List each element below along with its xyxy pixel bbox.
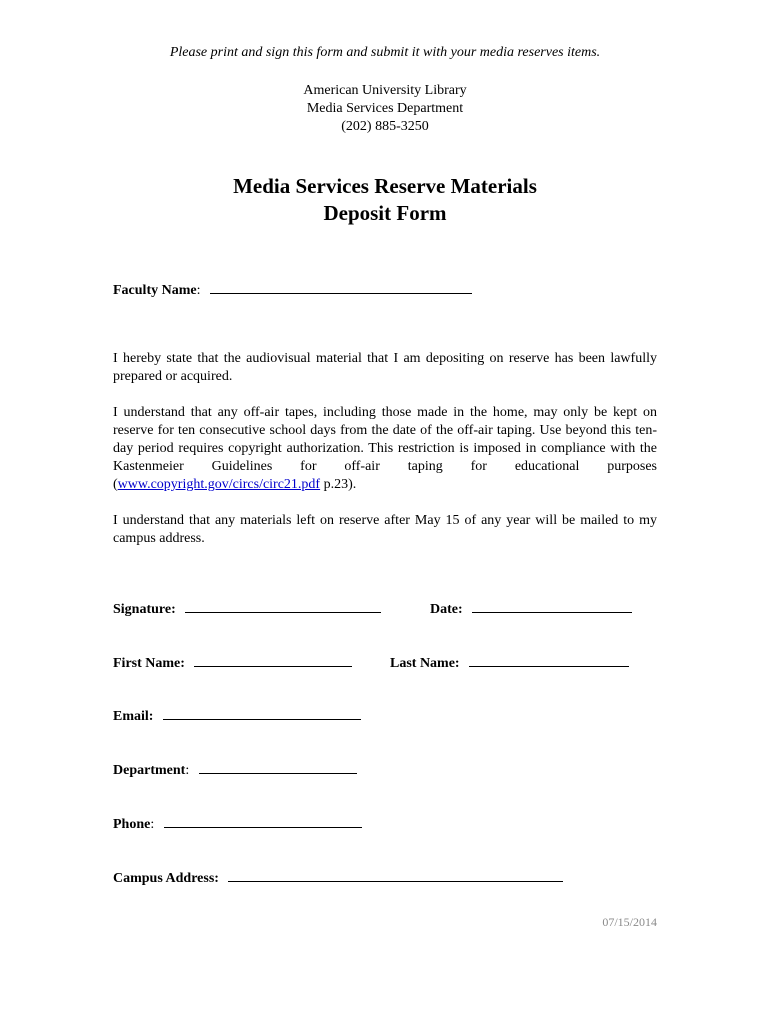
revision-date: 07/15/2014 xyxy=(602,915,657,929)
paragraph-off-air-end: p.23). xyxy=(320,477,357,492)
email-line[interactable] xyxy=(163,707,361,720)
department-field xyxy=(113,761,357,779)
form-title-line1: Media Services Reserve Materials xyxy=(233,174,537,198)
paragraph-lawful: I hereby state that the audiovisual material that I am depositing on reserve has been lawfully prepared or acquired. xyxy=(113,351,657,384)
first-name-field xyxy=(113,654,352,672)
instruction-text: Please print and sign this form and submit it with your media reserves items. xyxy=(169,45,601,60)
paragraph-off-air-text: I understand that any off-air tapes, including those made in the home, may only be kept on reserve for ten consecutive school days from the date of the off-air taping. Use beyond this ten-day period requires copyright authorization. This restriction is imposed in compliance with the Kastenmeier Guidelines for off-air taping for educational purposes ( xyxy=(113,405,657,492)
org-department: Media Services Department xyxy=(306,101,464,116)
department-colon: : xyxy=(185,763,190,778)
email-field xyxy=(113,707,361,725)
signature-label: Signature: xyxy=(113,602,176,617)
first-name-line[interactable] xyxy=(194,654,352,667)
date-line[interactable] xyxy=(472,600,632,613)
phone-line[interactable] xyxy=(164,815,362,828)
last-name-line[interactable] xyxy=(469,654,629,667)
first-name-label: First Name: xyxy=(113,656,185,671)
phone-field xyxy=(113,815,362,833)
form-title-line2: Deposit Form xyxy=(323,201,447,225)
form-title xyxy=(0,173,770,227)
last-name-field xyxy=(390,654,629,672)
paragraph-off-air xyxy=(113,404,657,494)
department-line[interactable] xyxy=(199,761,357,774)
faculty-name-field xyxy=(113,281,472,299)
signature-line[interactable] xyxy=(185,600,381,613)
campus-address-line[interactable] xyxy=(228,869,563,882)
faculty-name-label: Faculty Name xyxy=(113,283,197,298)
date-label: Date: xyxy=(430,602,463,617)
paragraph-may-15: I understand that any materials left on reserve after May 15 of any year will be mailed to my campus address. xyxy=(113,513,657,546)
date-field xyxy=(430,600,632,618)
faculty-name-line[interactable] xyxy=(210,281,472,294)
campus-address-label: Campus Address: xyxy=(113,871,219,886)
copyright-link[interactable]: www.copyright.gov/circs/circ21.pdf xyxy=(117,477,321,492)
campus-address-field xyxy=(113,869,563,887)
phone-colon: : xyxy=(150,817,155,832)
last-name-label: Last Name: xyxy=(390,656,460,671)
phone-label: Phone xyxy=(113,817,151,832)
organization-header xyxy=(0,82,770,136)
faculty-name-colon: : xyxy=(196,283,201,298)
org-phone: (202) 885-3250 xyxy=(341,119,429,134)
signature-field xyxy=(113,600,381,618)
org-name: American University Library xyxy=(303,83,467,98)
email-label: Email: xyxy=(113,709,154,724)
department-label: Department xyxy=(113,763,186,778)
